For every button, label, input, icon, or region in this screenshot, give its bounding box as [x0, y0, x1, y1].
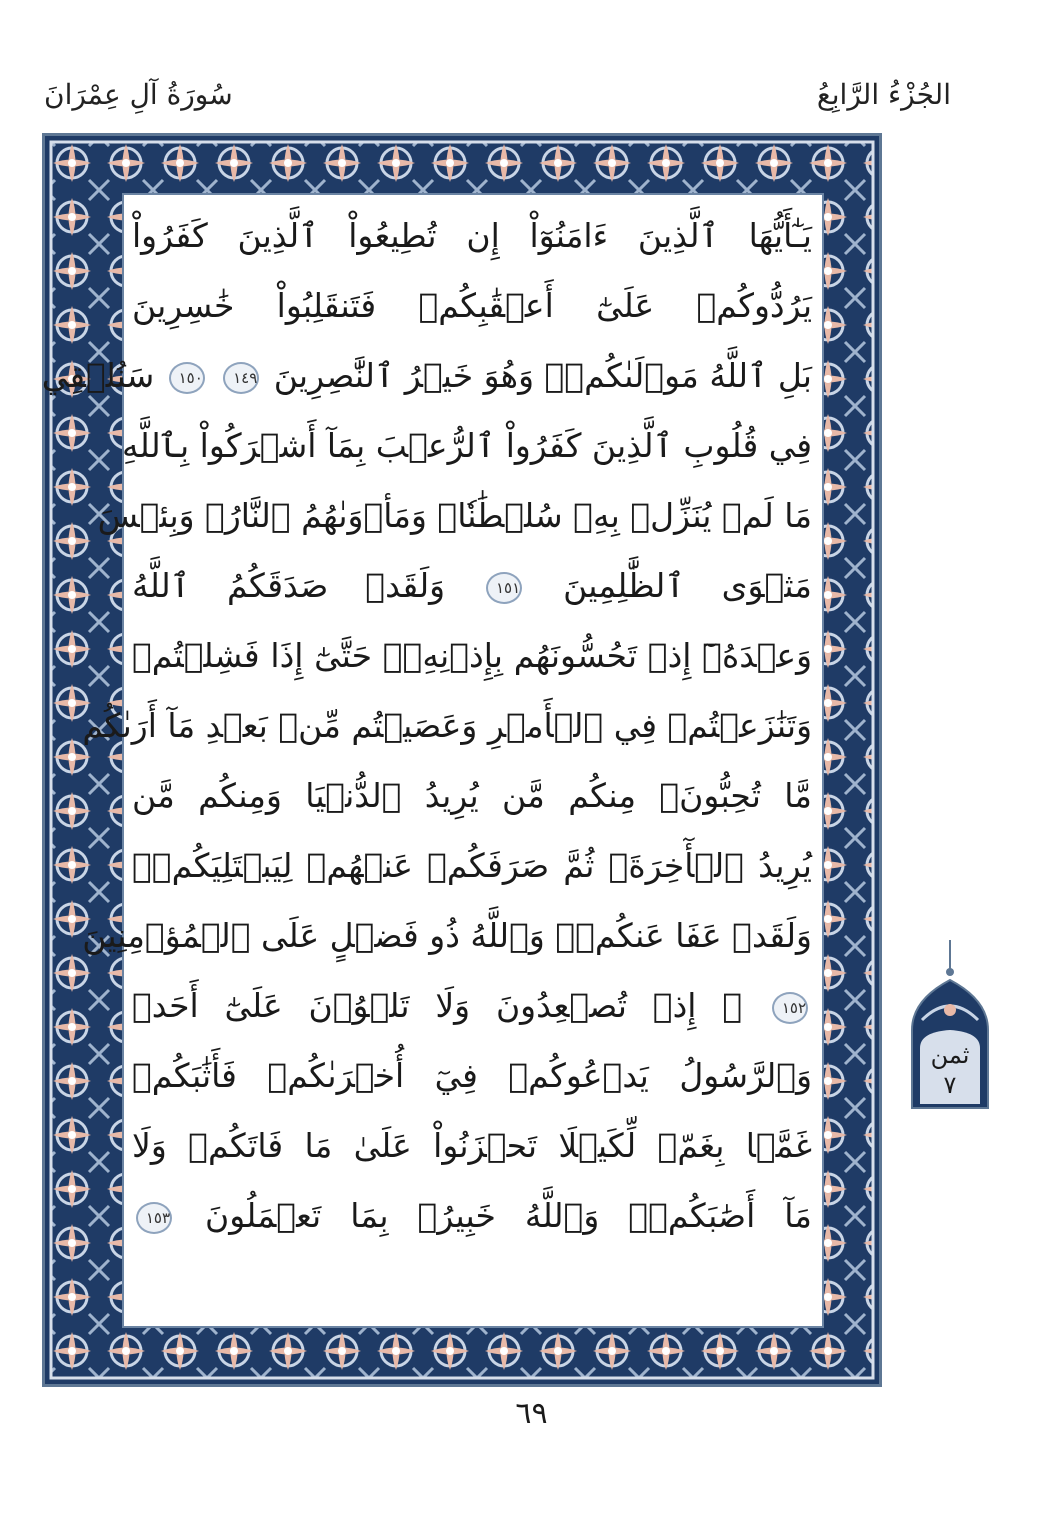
verse-line-3	[41, 351, 812, 407]
verse-line-10: يُرِيدُ ٱلۡأٓخِرَةَۚ ثُمَّ صَرَفَكُمۡ عَنۡهُمۡ لِيَبۡتَلِيَكُمۡۖ	[132, 846, 812, 885]
text-panel	[41, 193, 824, 1328]
ayah-number-150: ١٥٠	[169, 362, 205, 394]
verse-text: مَثۡوَى ٱلظَّٰلِمِينَ	[563, 566, 812, 605]
verse-line-1: يَـٰٓأَيُّهَا ٱلَّذِينَ ءَامَنُوٓاْ إِن تُطِيعُواْ ٱلَّذِينَ كَفَرُواْ	[132, 216, 812, 255]
thumun-label	[908, 1040, 992, 1100]
verse-line-2: يَرُدُّوكُمۡ عَلَىٰٓ أَعۡقَٰبِكُمۡ فَتَنقَلِبُواْ خَٰسِرِينَ	[132, 286, 812, 325]
thumun-number: ٧	[943, 1071, 957, 1099]
verse-text: إِذۡ تُصۡعِدُونَ وَلَا تَلۡوُۥنَ عَلَىٰٓ أَحَدٖ	[132, 986, 697, 1025]
verse-text: وَلَقَدۡ صَدَقَكُمُ ٱللَّهُ	[132, 566, 446, 605]
verse-text: سَنُلۡقِي	[41, 356, 155, 395]
verse-line-13: وَٱلرَّسُولُ يَدۡعُوكُمۡ فِيٓ أُخۡرَىٰكُمۡ فَأَثَٰبَكُمۡ	[132, 1056, 812, 1095]
verse-line-8: وَتَنَٰزَعۡتُمۡ فِي ٱلۡأَمۡرِ وَعَصَيۡتُم مِّنۢ بَعۡدِ مَآ أَرَىٰكُم	[82, 706, 812, 745]
verse-line-7: وَعۡدَهُۥٓ إِذۡ تَحُسُّونَهُم بِإِذۡنِهِۦۖ حَتَّىٰٓ إِذَا فَشِلۡتُمۡ	[132, 636, 812, 675]
verse-text: مَآ أَصَٰبَكُمۡۗ وَٱللَّهُ خَبِيرُۢ بِمَا تَعۡمَلُونَ	[205, 1196, 812, 1235]
thumun-text: ثمن	[930, 1041, 970, 1069]
verse-line-15	[132, 1191, 812, 1247]
verse-line-9: مَّا تُحِبُّونَۚ مِنكُم مَّن يُرِيدُ ٱلدُّنۡيَا وَمِنكُم مَّن	[132, 776, 812, 815]
page-number: ٦٩	[515, 1396, 548, 1431]
verse-line-11: وَلَقَدۡ عَفَا عَنكُمۡۗ وَٱللَّهُ ذُو فَضۡلٍ عَلَى ٱلۡمُؤۡمِنِينَ	[82, 916, 812, 955]
rub-el-hizb-icon: ۞	[722, 986, 743, 1025]
verse-line-5: مَا لَمۡ يُنَزِّلۡ بِهِۦ سُلۡطَٰنٗاۖ وَمَأۡوَىٰهُمُ ٱلنَّارُۖ وَبِئۡسَ	[97, 496, 812, 535]
verse-line-14: غَمَّۢا بِغَمّٖ لِّكَيۡلَا تَحۡزَنُواْ عَلَىٰ مَا فَاتَكُمۡ وَلَا	[132, 1126, 812, 1165]
juz-title: الجُزْءُ الرَّابِعُ	[816, 78, 951, 111]
verse-line-4: فِي قُلُوبِ ٱلَّذِينَ كَفَرُواْ ٱلرُّعۡبَ بِمَآ أَشۡرَكُواْ بِٱللَّهِ	[121, 426, 812, 465]
ayah-number-152: ١٥٢	[772, 992, 808, 1024]
verse-text: بَلِ ٱللَّهُ مَوۡلَىٰكُمۡۖ وَهُوَ خَيۡرُ ٱلنَّٰصِرِينَ	[273, 356, 812, 395]
ayah-number-153: ١٥٣	[136, 1202, 172, 1234]
ayah-number-149: ١٤٩	[223, 362, 259, 394]
surah-title: سُورَةُ آلِ عِمْرَانَ	[44, 78, 233, 111]
verse-line-12	[132, 981, 812, 1037]
verse-line-6	[132, 561, 812, 617]
ayah-number-151: ١٥١	[486, 572, 522, 604]
